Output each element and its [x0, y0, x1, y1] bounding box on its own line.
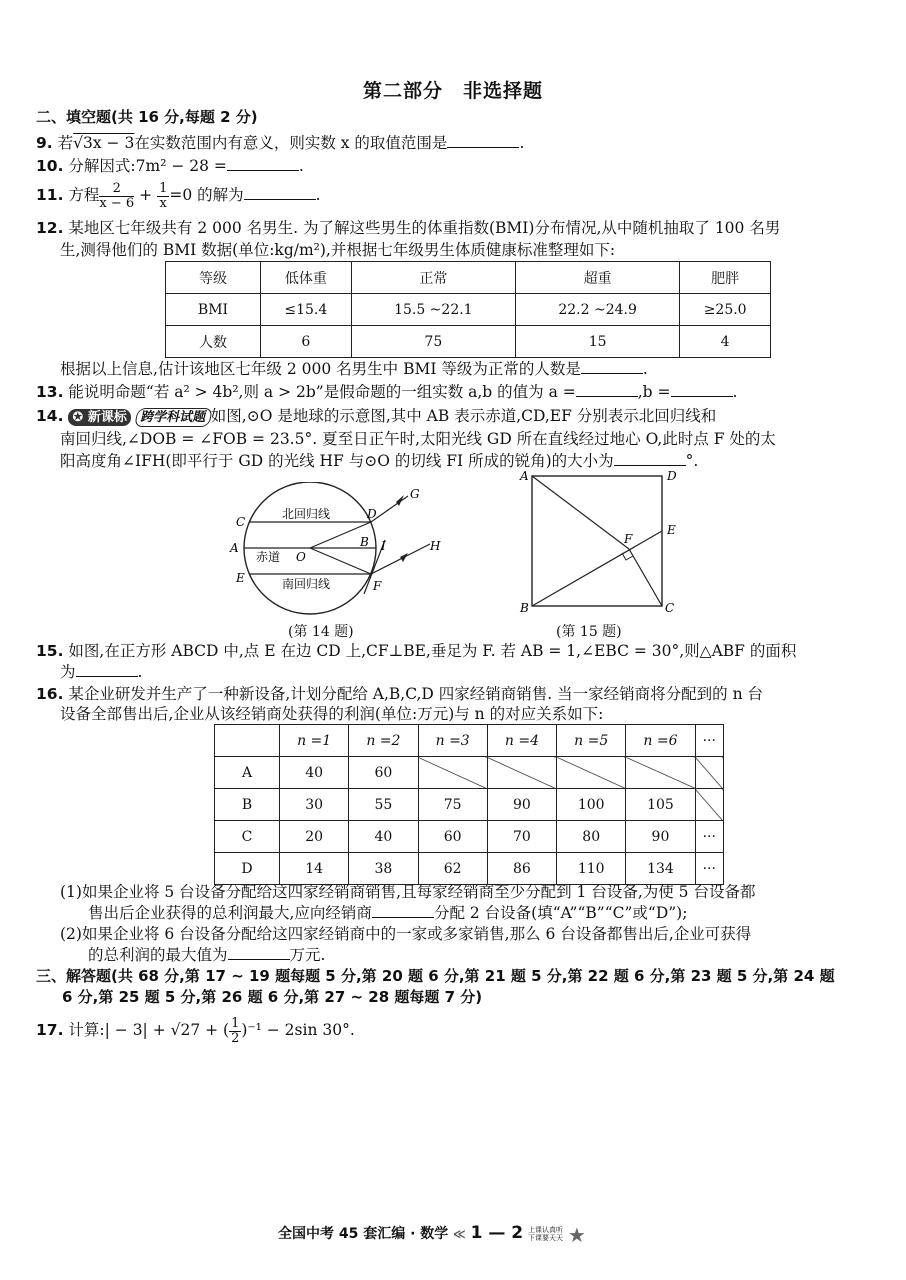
label-D: D — [367, 507, 377, 521]
bmi-table — [165, 261, 771, 358]
table-cell: 22.2 ~24.9 — [515, 294, 679, 326]
label-C: C — [236, 515, 246, 529]
q16-part2-answer-blank[interactable] — [228, 945, 290, 960]
q14-degree: °. — [685, 452, 699, 470]
table-cell: n =1 — [280, 725, 349, 757]
star-mascot-icon: ★ — [567, 1223, 586, 1247]
table-cell: n =3 — [418, 725, 487, 757]
q13-text: 能说明命题“若 a² > 4b²,则 a > 2b”是假命题的一组实数 a,b 的值为 a = — [68, 383, 576, 401]
question-12-line1 — [36, 218, 780, 238]
question-10: 10. 分解因式:7m² − 28 = . — [36, 157, 304, 175]
label-F: F — [373, 579, 382, 593]
table-row — [215, 821, 724, 853]
q10-number: 10. — [36, 157, 64, 175]
q11-fraction-2: $\frac{1}{x}$ — [159, 180, 168, 211]
figure-14-earth-diagram — [220, 482, 460, 642]
q11-fraction-1: $\frac{2}{x - 6}$ — [99, 180, 135, 211]
question-15 — [36, 641, 796, 661]
table-cell: 62 — [418, 853, 487, 885]
table-cell: ··· — [695, 853, 723, 885]
table-cell: 80 — [557, 821, 626, 853]
q11-plus: + — [139, 186, 153, 204]
table-cell: C — [215, 821, 280, 853]
q17-number: 17. — [36, 1021, 64, 1039]
q12-text-2: 生,测得他们的 BMI 数据(单位:kg/m²),并根据七年级男生体质健康标准整理如下: — [60, 241, 616, 259]
q13-mid: ,b = — [637, 383, 671, 401]
q16-part2-text: 的总利润的最大值为 — [88, 946, 228, 964]
table-cell: ··· — [695, 725, 723, 757]
q16-part1-answer-blank[interactable] — [372, 903, 434, 918]
line-OF — [310, 548, 371, 574]
table-row — [215, 725, 724, 757]
q9-pre: 若 — [57, 134, 74, 152]
table-cell: 6 — [261, 326, 352, 358]
table-row — [166, 262, 771, 294]
table-cell: D — [215, 853, 280, 885]
q14-text-2: 南回归线,∠DOB = ∠FOB = 23.5°. 夏至日正午时,太阳光线 GD 所在直线经过地心 O,此时点 F 处的太 — [60, 430, 776, 448]
line-CF — [629, 549, 662, 606]
interdisciplinary-badge: 跨学科试题 — [134, 408, 213, 427]
q16-part2-line1: (2)如果企业将 6 台设备分配给这四家经销商中的一家或多家销售,那么 6 台设备都售出后,企业可获得 — [60, 925, 752, 943]
label-I: I — [381, 539, 386, 553]
table-cell: 14 — [280, 853, 349, 885]
q11-answer-blank[interactable] — [244, 185, 316, 200]
table-cell: 110 — [557, 853, 626, 885]
table-cell: BMI — [166, 294, 261, 326]
table-cell: 低体重 — [261, 262, 352, 294]
q15-answer-blank[interactable] — [76, 662, 138, 677]
south-tropic-label: 南回归线 — [282, 577, 331, 591]
q11-number: 11. — [36, 186, 64, 204]
q16-part1-text: 售出后企业获得的总利润最大,应向经销商 — [88, 904, 372, 922]
question-13: 13. 能说明命题“若 a² > 4b²,则 a > 2b”是假命题的一组实数 a,b 的值为 a = ,b = . — [36, 383, 738, 401]
q9-answer-blank[interactable] — [447, 133, 519, 148]
table-cell: 4 — [680, 326, 771, 358]
table-cell-empty — [695, 757, 723, 789]
footer-page-number: 1 — 2 — [470, 1223, 524, 1243]
q14-text-3: 阳高度角∠IFH(即平行于 GD 的光线 HF 与⊙O 的切线 FI 所成的锐角)的大小为 — [60, 452, 614, 470]
question-9: 9. 若√3x − 3在实数范围内有意义，则实数 x 的取值范围是 . — [36, 134, 525, 152]
label-H: H — [430, 539, 441, 553]
q17-fraction: $\frac{1}{2}$ — [231, 1015, 240, 1046]
table-cell: n =4 — [487, 725, 556, 757]
ray-HF — [371, 544, 430, 574]
square-ABCD — [532, 476, 662, 606]
table-cell: 40 — [280, 757, 349, 789]
q9-number: 9. — [36, 134, 53, 152]
table-cell: 40 — [349, 821, 418, 853]
profit-table — [214, 724, 724, 885]
table-row — [166, 326, 771, 358]
table-row — [215, 789, 724, 821]
q15-line2: 为 . — [60, 663, 143, 681]
north-tropic-label: 北回归线 — [282, 507, 331, 521]
table-cell-empty — [418, 757, 487, 789]
table-cell-empty — [695, 789, 723, 821]
table-row — [215, 853, 724, 885]
q11-pre: 方程 — [68, 186, 100, 204]
q10-text: 分解因式:7m² − 28 = — [68, 157, 227, 175]
table-cell: ≥25.0 — [680, 294, 771, 326]
table-row — [166, 294, 771, 326]
page-title: 第二部分 非选择题 — [362, 80, 543, 102]
q12-number: 12. — [36, 219, 64, 237]
section-solutions-line1: 三、解答题(共 68 分,第 17 ~ 19 题每题 5 分,第 20 题 6 分,第 21 题 5 分,第 22 题 6 分,第 23 题 5 分,第 24 题 — [36, 967, 835, 985]
table-cell: 20 — [280, 821, 349, 853]
table-cell: 38 — [349, 853, 418, 885]
table-cell: 100 — [557, 789, 626, 821]
table-cell-empty — [557, 757, 626, 789]
q12-text-1: 某地区七年级共有 2 000 名男生. 为了解这些男生的体重指数(BMI)分布情况,从中随机抽取了 100 名男 — [68, 219, 781, 237]
q13-number: 13. — [36, 383, 64, 401]
table-cell: 70 — [487, 821, 556, 853]
table-cell-empty — [487, 757, 556, 789]
q12-answer-blank[interactable] — [581, 359, 643, 374]
q16-part1-line1: (1)如果企业将 5 台设备分配给这四家经销商销售,且每家经销商至少分配到 1 台设备,为使 5 台设备都 — [60, 883, 756, 901]
label-E: E — [667, 523, 676, 537]
label-E: E — [236, 571, 245, 585]
question-11: 11. 方程 $\frac{2}{x - 6}$ + $\frac{1}{x}$ =0 的解为 . — [36, 180, 321, 211]
q15-number: 15. — [36, 642, 64, 660]
table-cell: 15 — [515, 326, 679, 358]
table-cell: 105 — [626, 789, 695, 821]
q14-answer-blank[interactable] — [614, 451, 686, 466]
table-cell: 55 — [349, 789, 418, 821]
q16-part2-line2 — [88, 945, 325, 965]
table-cell: 15.5 ~22.1 — [351, 294, 515, 326]
table-cell: 肥胖 — [680, 262, 771, 294]
label-C: C — [665, 601, 675, 615]
table-cell: 正常 — [351, 262, 515, 294]
q9-text: 在实数范围内有意义，则实数 x 的取值范围是 — [134, 134, 448, 152]
new-curriculum-badge: ✪ 新课标 — [68, 409, 130, 426]
table-cell: 等级 — [166, 262, 261, 294]
label-F: F — [624, 532, 633, 546]
footer-slogan: 上课认真听 下课要天天 — [527, 1226, 563, 1242]
q12-question: 根据以上信息,估计该地区七年级 2 000 名男生中 BMI 等级为正常的人数是 . — [60, 360, 648, 378]
table-cell: 86 — [487, 853, 556, 885]
label-B: B — [520, 601, 529, 615]
table-cell: 75 — [351, 326, 515, 358]
label-A: A — [230, 541, 239, 555]
arrow-H-icon — [400, 553, 408, 562]
table-cell: 75 — [418, 789, 487, 821]
figure-15-square-diagram — [512, 468, 692, 618]
label-O: O — [296, 550, 306, 564]
table-row — [215, 757, 724, 789]
table-cell: 超重 — [515, 262, 679, 294]
q16-part1-text-end: 分配 2 台设备(填“A”“B”“C”或“D”); — [433, 904, 688, 922]
q16-text-2: 设备全部售出后,企业从该经销商处获得的利润(单位:万元)与 n 的对应关系如下: — [60, 705, 604, 723]
table-cell: 90 — [626, 821, 695, 853]
question-16 — [36, 684, 763, 704]
label-D: D — [667, 469, 677, 483]
table-cell: n =5 — [557, 725, 626, 757]
q17-text-pre: 计算:| − 3| + √27 + ( — [68, 1021, 230, 1039]
q15-text-1: 如图,在正方形 ABCD 中,点 E 在边 CD 上,CF⊥BE,垂足为 F. 若 AB = 1,∠EBC = 30°,则△ABF 的面积 — [68, 642, 797, 660]
table-cell: B — [215, 789, 280, 821]
label-A: A — [520, 469, 529, 483]
line-BE — [532, 531, 662, 606]
question-17 — [36, 1012, 355, 1048]
page-footer — [278, 1223, 590, 1245]
figure-15-caption: (第 15 题) — [556, 624, 622, 640]
section-solutions-line2: 6 分,第 25 题 5 分,第 26 题 6 分,第 27 ~ 28 题每题 7 分) — [62, 988, 483, 1006]
table-cell: 60 — [349, 757, 418, 789]
q9-expr: √3x − 3 — [73, 134, 135, 152]
q16-text-1: 某企业研发并生产了一种新设备,计划分配给 A,B,C,D 四家经销商销售. 当一家经销商将分配到的 n 台 — [68, 685, 763, 703]
table-cell: 30 — [280, 789, 349, 821]
table-cell: 60 — [418, 821, 487, 853]
figure-14-caption: (第 14 题) — [288, 624, 354, 640]
table-cell: ≤15.4 — [261, 294, 352, 326]
q13-answer-a-blank[interactable] — [576, 382, 638, 397]
q12-question-text: 根据以上信息,估计该地区七年级 2 000 名男生中 BMI 等级为正常的人数是 — [60, 360, 581, 378]
table-cell: 人数 — [166, 326, 261, 358]
label-B: B — [360, 535, 369, 549]
arrow-G-icon — [396, 495, 404, 506]
q16-number: 16. — [36, 685, 64, 703]
q15-text-2: 为 — [60, 663, 76, 681]
footer-chevron-icon: ≪ — [453, 1227, 466, 1241]
footer-book-title: 全国中考 45 套汇编 · 数学 — [278, 1226, 449, 1242]
question-14 — [36, 406, 716, 427]
q11-text: =0 的解为 — [169, 186, 244, 204]
equator-label: 赤道 — [256, 550, 281, 564]
q10-answer-blank[interactable] — [227, 156, 299, 171]
table-cell-empty — [626, 757, 695, 789]
q16-part1-line2 — [88, 903, 687, 923]
label-G: G — [410, 487, 420, 501]
section-fill-in: 二、填空题(共 16 分,每题 2 分) — [36, 108, 258, 126]
q17-text-post: )⁻¹ − 2sin 30°. — [241, 1021, 355, 1039]
q14-text-1: 如图,⊙O 是地球的示意图,其中 AB 表示赤道,CD,EF 分别表示北回归线和 — [210, 407, 717, 425]
q13-answer-b-blank[interactable] — [671, 382, 733, 397]
line-AF — [532, 476, 629, 549]
table-cell: n =6 — [626, 725, 695, 757]
table-cell — [215, 725, 280, 757]
table-cell: 134 — [626, 853, 695, 885]
table-cell: ··· — [695, 821, 723, 853]
q16-part2-text-end: 万元. — [289, 946, 326, 964]
q14-number: 14. — [36, 407, 64, 425]
table-cell: n =2 — [349, 725, 418, 757]
table-cell: A — [215, 757, 280, 789]
table-cell: 90 — [487, 789, 556, 821]
